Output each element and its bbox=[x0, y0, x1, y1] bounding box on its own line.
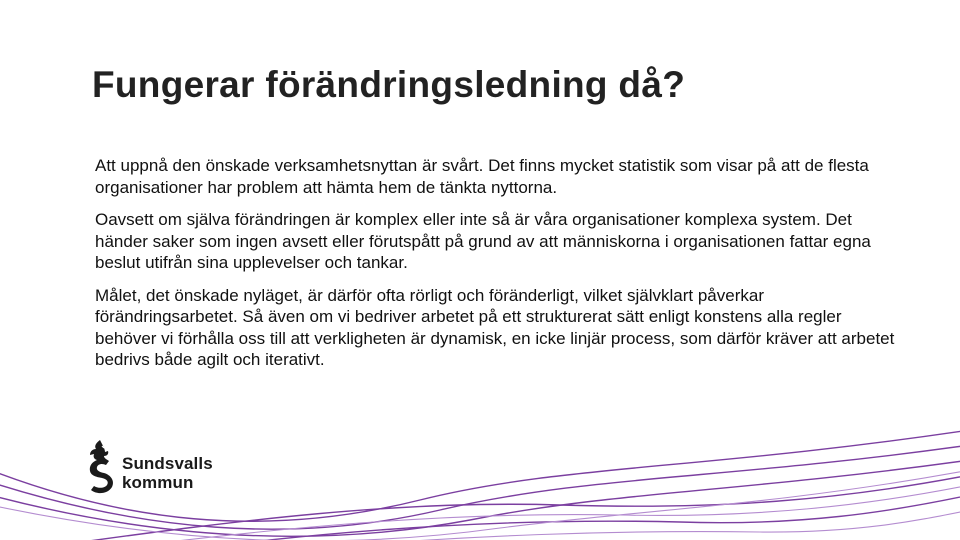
logo-line-1: Sundsvalls bbox=[122, 454, 213, 473]
slide-body bbox=[95, 155, 895, 382]
slide-title: Fungerar förändringsledning då? bbox=[92, 64, 686, 105]
logo-line-2: kommun bbox=[122, 473, 194, 492]
paragraph-3: Målet, det önskade nyläget, är därför ofta rörligt och föränderligt, vilket självklart påverkar förändringsarbetet. Så även om vi bedriver arbetet på ett strukturerat sätt enligt konstens alla regler behöver vi förhålla oss till att verkligheten är dynamisk, en icke linjär process, som därför kräver att arbetet bedrivs både agilt och iterativt. bbox=[95, 285, 895, 369]
paragraph-2: Oavsett om själva förändringen är komplex eller inte så är våra organisationer komplexa system. Det händer saker som ingen avsett eller förutspått på grund av att människorna i organisationen fattar egna beslut utifrån sina upplevelser och tankar. bbox=[95, 210, 871, 272]
swoosh-line bbox=[200, 495, 960, 540]
swoosh-line bbox=[120, 485, 960, 540]
paragraph-1: Att uppnå den önskade verksamhetsnyttan är svårt. Det finns mycket statistik som visar på att de flesta organisationer har problem att hämta hem de tänkta nyttorna. bbox=[95, 156, 869, 197]
logo-wordmark bbox=[122, 454, 213, 492]
sundsvalls-kommun-logo bbox=[84, 438, 244, 498]
dragon-s-icon bbox=[84, 438, 116, 496]
swoosh-line bbox=[300, 510, 960, 540]
